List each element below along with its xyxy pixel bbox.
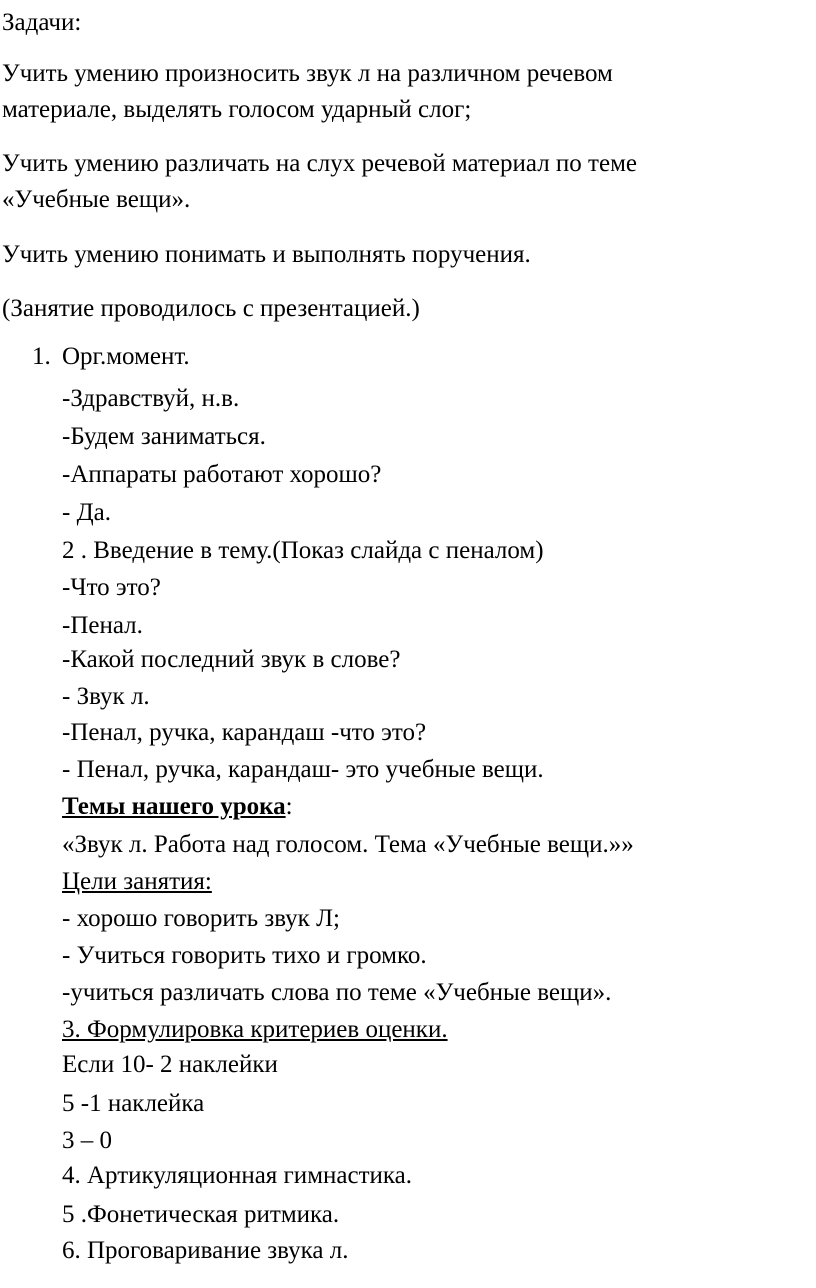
task-line: материале, выделять голосом ударный слог; [2,96,472,123]
step-line: 4. Артикуляционная гимнастика. [62,1162,412,1189]
step-line: 6. Проговаривание звука л. [62,1237,349,1264]
list-line: -Что это? [62,574,161,601]
goals-heading-line [62,867,212,897]
topic-heading-line [62,792,293,822]
goals-heading: Цели занятия: [62,868,212,895]
goal-line: - хорошо говорить звук Л; [62,905,340,932]
criteria-line: 5 -1 наклейка [62,1090,205,1117]
task-line: Учить умению произносить звук л на различном речевом [2,60,613,87]
list-line: - Пенал, ручка, карандаш- это учебные вещи. [62,756,544,783]
task-line: (Занятие проводилось с презентацией.) [2,295,420,322]
list-line: -Какой последний звук в слове? [62,646,401,673]
goal-line: -учиться различать слова по теме «Учебные вещи». [62,979,612,1006]
list-line: 2 . Введение в тему.(Показ слайда с пеналом) [62,537,544,564]
step-line: 5 .Фонетическая ритмика. [62,1201,340,1228]
list-line: Орг.момент. [62,343,190,370]
task-line: Учить умению понимать и выполнять поручения. [2,241,531,268]
task-line: Учить умению различать на слух речевой материал по теме [2,150,637,177]
section-title: Задачи: [2,9,82,36]
topic-text: «Звук л. Работа над голосом. Тема «Учебные вещи.»» [62,831,634,858]
list-number: 1. [32,343,51,370]
criteria-line: Если 10- 2 наклейки [62,1051,278,1078]
criteria-line: 3 – 0 [62,1127,112,1154]
task-line: «Учебные вещи». [2,186,191,213]
topic-colon: : [285,793,293,820]
list-line: -Будем заниматься. [62,423,266,450]
list-line: - Да. [62,499,111,526]
list-line: -Пенал, ручка, карандаш -что это? [62,719,427,746]
list-line: -Аппараты работают хорошо? [62,461,382,488]
list-line: - Звук л. [62,683,150,710]
list-line: -Пенал. [62,612,143,639]
topic-heading: Темы нашего урока [62,793,286,820]
goal-line: - Учиться говорить тихо и громко. [62,942,427,969]
list-line: -Здравствуй, н.в. [62,385,240,412]
criteria-heading-line [62,1015,448,1045]
criteria-heading: 3. Формулировка критериев оценки. [62,1016,448,1043]
